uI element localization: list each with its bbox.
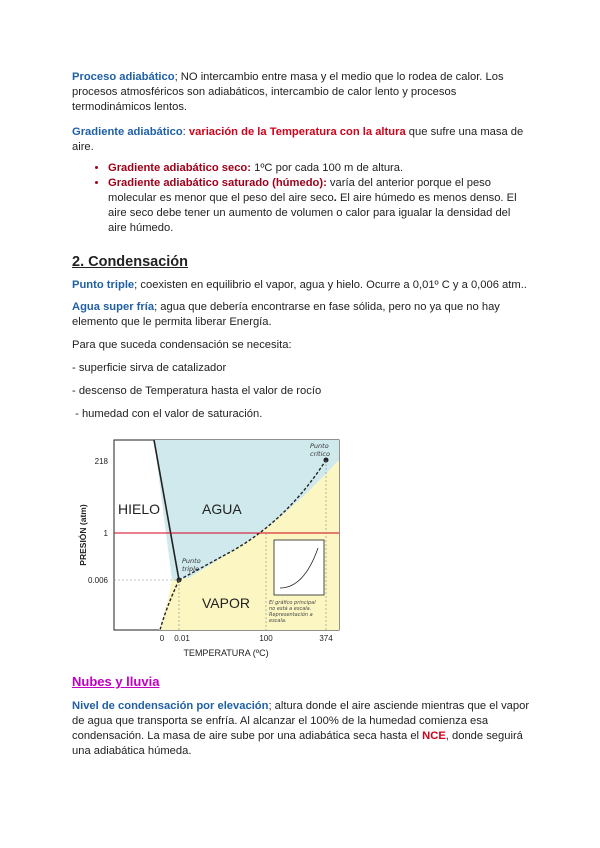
supercooled-water-paragraph: Agua super fría; agua que debería encontrarse en fase sólida, pero no ya que no hay elemento que le permita liberar Energía. <box>72 301 500 328</box>
inset-note-line: no está a escala. <box>269 606 312 612</box>
clouds-section <box>72 674 532 759</box>
inset-note-line: escala. <box>269 618 287 624</box>
y-tick-label: 0.006 <box>87 576 108 585</box>
critical-point-label: crítico <box>310 450 330 458</box>
critical-point-label: Punto <box>310 442 329 450</box>
vapor-label: VAPOR <box>202 595 250 611</box>
clouds-rain-heading: Nubes y lluvia <box>72 674 160 689</box>
document-page <box>72 70 532 422</box>
y-tick-label: 218 <box>94 457 108 466</box>
term-adiabatic-process: Proceso adiabático <box>72 71 175 83</box>
term-triple-point: Punto triple <box>72 279 135 291</box>
term-lcl: Nivel de condensación por elevación <box>72 700 269 712</box>
gradient-list <box>72 161 532 236</box>
inset-note-line: Representación a <box>269 612 313 618</box>
water-label: AGUA <box>202 501 242 517</box>
adiabatic-process-paragraph: Proceso adiabático; NO intercambio entre masa y el medio que lo rodea de calor. Los procesos atmosféricos son adiabáticos, intercambio de calor lento y procesos termodinámicos lentos. <box>72 71 504 113</box>
x-tick-label: 374 <box>319 634 333 643</box>
x-tick-label: 0.01 <box>174 634 190 643</box>
x-axis-label: TEMPERATURA (ºC) <box>183 648 269 658</box>
scale-inset <box>274 540 324 595</box>
triple-point-paragraph: Punto triple; coexisten en equilibrio el vapor, agua y hielo. Ocurre a 0,01º C y a 0,006 atm.. <box>72 279 527 291</box>
triple-point-label: triple <box>182 565 199 573</box>
highlight-nce: NCE <box>422 730 446 742</box>
list-item: • Gradiente adiabático saturado (húmedo): varía del anterior porque el peso molecular es menor que el peso del aire seco. El aire húmedo es menos denso. El aire seco debe tener un aumento de volumen o calor para igualar la densidad del aire húmedo. <box>108 176 532 236</box>
requirement-item: - humedad con el valor de saturación. <box>72 408 263 420</box>
y-axis-label: PRESIÓN (atm) <box>78 504 88 566</box>
lcl-paragraph: Nivel de condensación por elevación; altura donde el aire asciende mientras que el vapor de agua que transporta se enfría. Al alcanzar el 100% de la humedad comienza esa condensación. La masa de aire sube por una adiabática seca hasta el NCE, donde seguirá una adiabática húmeda. <box>72 700 530 757</box>
y-tick-label: 1 <box>103 529 108 538</box>
term-supercooled-water: Agua super fría <box>72 301 155 313</box>
adiabatic-gradient-paragraph: Gradiente adiabático: variación de la Temperatura con la altura que sufre una masa de aire. <box>72 126 524 153</box>
phase-diagram <box>74 430 354 660</box>
x-tick-label: 100 <box>259 634 273 643</box>
condensation-requirements-intro: Para que suceda condensación se necesita: <box>72 339 292 351</box>
x-tick-label: 0 <box>159 634 165 643</box>
requirement-item: - superficie sirva de catalizador <box>72 362 227 374</box>
list-item: • Gradiente adiabático seco: 1ºC por cada 100 m de altura. <box>108 161 532 176</box>
term-adiabatic-gradient: Gradiente adiabático <box>72 126 183 138</box>
triple-point-label: Punto <box>182 557 201 565</box>
requirement-item: - descenso de Temperatura hasta el valor de rocío <box>72 385 322 397</box>
condensation-heading: 2. Condensación <box>72 254 189 270</box>
highlight-temperature-variation: variación de la Temperatura con la altura <box>188 126 406 138</box>
inset-note-line: El gráfico principal <box>269 600 316 606</box>
ice-label: HIELO <box>118 501 161 517</box>
